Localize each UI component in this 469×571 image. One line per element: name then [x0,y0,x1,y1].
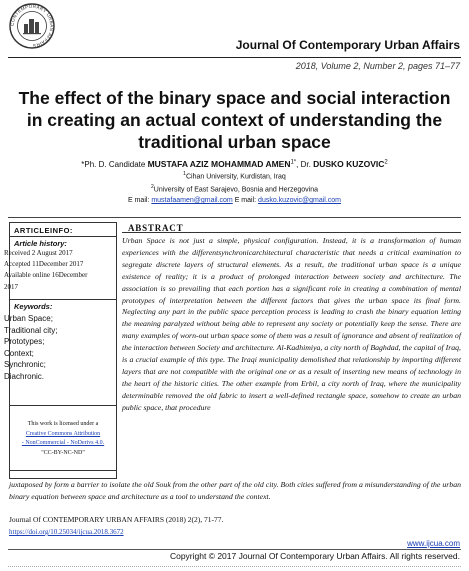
history-heading: Article history: [14,239,67,248]
history-item: Accepted 11December 2017 [4,260,84,269]
license-link-2[interactable]: - NonCommercial - NoDerivs 4.0. [21,440,105,446]
citation-line: Journal Of CONTEMPORARY URBAN AFFAIRS (2018) 2(2), 71-77. [9,515,224,524]
author1-name: MUSTAFA AZIZ MOHAMMAD AMEN [147,159,291,169]
email-link-1[interactable]: mustafaamen@gmail.com [151,197,233,204]
history-item: Available online 16December [4,271,88,280]
history-item: 2017 [4,282,18,291]
abstract-body-continued: juxtaposed by form a barrier to isolate the old Souk from the other part of the old city. Both cities suffered from a misunderstanding of the urban binary equation between space and architecture as a tool to understand the context. [9,480,461,501]
email-label-2: E mail: [232,197,259,204]
author-line [0,159,469,169]
volume-line: 2018, Volume 2, Number 2, pages 71–77 [295,61,460,71]
affiliation1-text: Cihan University, Kurdistan, Iraq [185,173,286,181]
author2-prefix: Dr. [300,160,311,169]
keyword-item: Traditional city; [4,325,58,335]
journal-logo [8,2,56,50]
affiliation2-sup: 2 [151,184,154,190]
author2-name: DUSKO KUZOVIC [313,159,385,169]
abstract-heading: ABSTRACT [128,223,184,233]
keyword-item: Urban Space; [4,314,53,323]
keyword-item: Synchronic; [4,360,46,369]
author1-prefix: *Ph. D. Candidate [81,160,146,169]
email-line [0,197,469,204]
license-link-1[interactable]: Creative Commons Attribution [25,430,101,437]
journal-name: Journal Of Contemporary Urban Affairs [235,38,460,52]
email-label-1: E mail: [127,197,152,204]
website-link[interactable]: www.ijcua.com [407,539,460,548]
footer-rule [8,549,461,550]
keywords-list [4,313,108,382]
article-info-heading: ARTICLEINFO: [14,226,73,235]
author2-sup: 2 [384,159,388,166]
article-title [0,87,469,153]
author1-sup: 1* [290,159,297,166]
header-rule [8,57,461,58]
article-info-rule-1 [10,236,116,237]
article-info-rule-2 [10,299,116,300]
logo-ring-text: CONTEMPORARY URBAN AFFAIRS [9,3,55,49]
keyword-item: Context; [4,348,34,358]
email-link-2[interactable]: dusko.kuzovic@gmail.com [258,197,342,204]
keywords-heading: Keywords: [14,302,53,311]
abstract-rule [122,232,461,233]
license-line-1: This work is licensed under a [27,421,99,427]
title-line-1: The effect of the binary space and social interaction [18,88,451,108]
page-cut-line [8,566,461,567]
keyword-item: Diachronic. [4,371,45,381]
doi-link[interactable]: https://doi.org/10.25034/ijcua.2018.3672 [9,528,124,536]
section-rule [8,217,461,218]
affiliation-2 [0,184,469,193]
title-line-2: in creating an actual context of understanding the [26,110,443,130]
abstract-body: Urban Space is not just a simple, physical configuration. Instead, it is a transformation of human experiences with the differentsynchronicarchitectural characteristic that needs a critical examination to segregate discrete layers of structural elements. As a result, the traditional urban space is a unique existence of reality; it is a product of prolonged interaction between society and architecture. The association is so prevailing that each portion has a significant role in creating a combination of mental prototypes of interpretation between the different factors that gives the urban space its final form. Neglecting any part in the public space perception process is leading to crash the binary equation letting the meaning paralyzed without being able to represent any society or potentially keep the sense. There are many examples of worn-out urban space some of them was a result of ignorance and absent of realization of the interaction between Society and architecture. Al-Kadhimiya, a city north of Baghdad, the capital of Iraq, is a crucial example of this type. The Iraqi municipality demolished that relationship by importing different layers that are not compatible with the original one or as a result of inserting new means of technology in the heart of the historic cities. The other example from Erbil, a city north of Iraq, where the municipality determinable removed the old fabric to insert a well-defined rectangle space, somehow to create an urban public space, that procedure [122,236,461,412]
copyright-line: Copyright © 2017 Journal Of Contemporary Urban Affairs. All rights reserved. [169,551,460,561]
affiliation-1 [0,171,469,180]
history-item: Received 2 August 2017 [4,249,73,257]
title-line-3: traditional urban space [138,132,331,152]
affiliation1-sup: 1 [183,171,186,177]
keyword-item: Prototypes; [4,337,45,346]
history-list [4,248,108,293]
author-sep: , [296,160,301,169]
license-box [9,405,117,471]
affiliation2-text: University of East Sarajevo, Bosnia and Herzegovina [153,186,318,194]
license-badge: "CC-BY-NC-ND" [41,449,85,456]
